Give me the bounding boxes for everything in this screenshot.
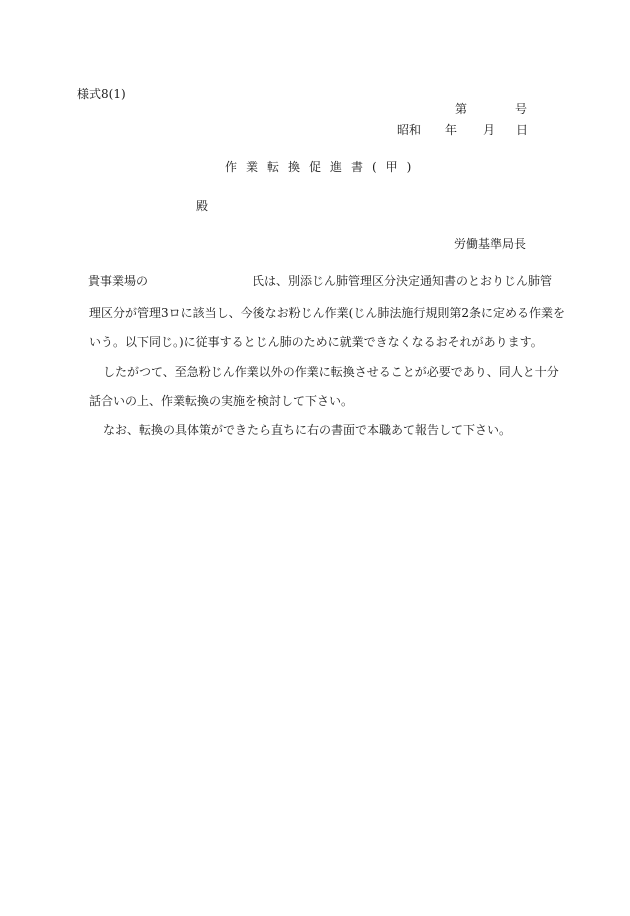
sender: 労働基準局長	[454, 237, 527, 251]
paragraph-1-line-2: 理区分が管理3ロに該当し、今後なお粉じん作業(じん肺法施行規則第2条に定める作業を	[89, 306, 565, 320]
paragraph-2-line-2: 話合いの上、作業転換の実施を検討して下さい。	[89, 394, 354, 408]
addressee-suffix: 殿	[196, 199, 209, 213]
paragraph-1-line-1-start: 貴事業場の	[88, 274, 149, 288]
date-era: 昭和	[397, 123, 422, 137]
date-year-label: 年	[445, 123, 458, 137]
date-day-label: 日	[516, 123, 529, 137]
paragraph-1-line-3: いう。以下同じ。)に従事するとじん肺のために就業できなくなるおそれがあります。	[89, 335, 543, 349]
paragraph-1-line-1	[88, 275, 552, 287]
document-number-suffix: 号	[515, 102, 528, 116]
paragraph-2-line-1: したがつて、至急粉じん作業以外の作業に転換させることが必要であり、同人と十分	[103, 365, 559, 379]
paragraph-3-line-1: なお、転換の具体策ができたら直ちに右の書面で本職あて報告して下さい。	[103, 423, 512, 437]
document-number-label: 第	[455, 102, 468, 116]
document-title: 作業転換促進書(甲)	[225, 160, 421, 174]
date-month-label: 月	[483, 123, 496, 137]
paragraph-1-line-1-end: 氏は、別添じん肺管理区分決定通知書のとおりじん肺管	[252, 274, 553, 288]
form-number: 様式8(1)	[77, 87, 126, 101]
